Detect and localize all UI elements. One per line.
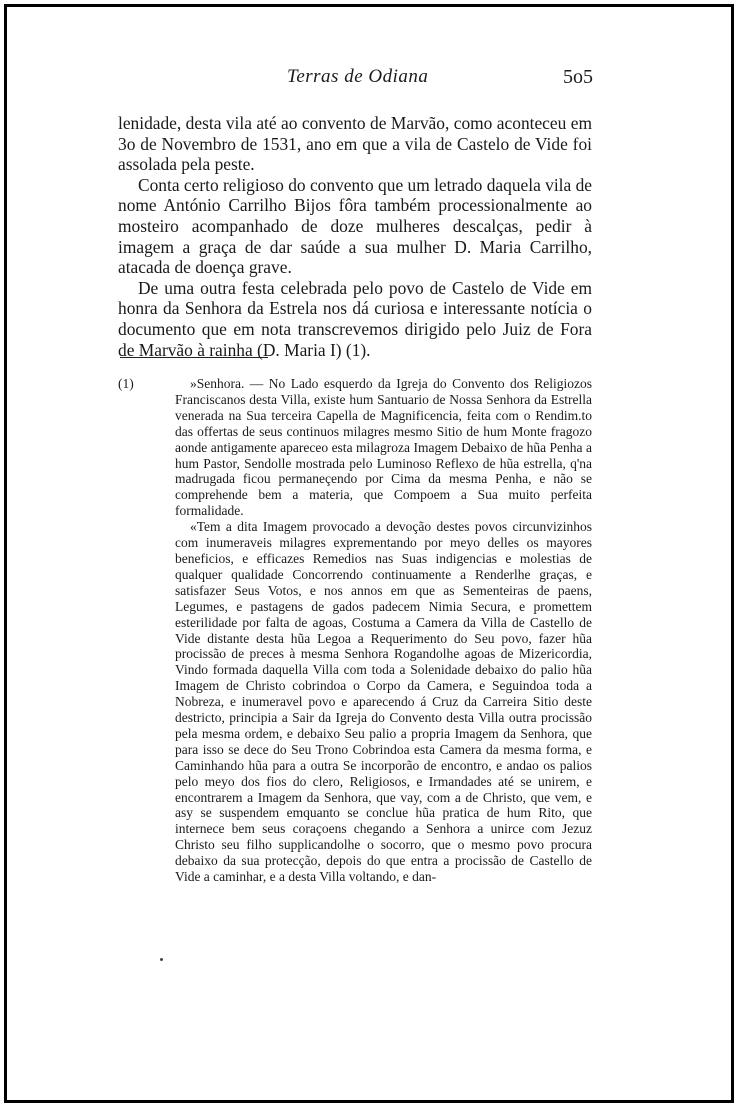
footnote bbox=[118, 376, 592, 885]
running-title: Terras de Odiana bbox=[287, 66, 429, 87]
running-head bbox=[0, 66, 735, 96]
footnote-divider bbox=[120, 357, 268, 358]
footnote-body bbox=[175, 376, 592, 885]
main-text bbox=[118, 113, 592, 360]
main-paragraph: lenidade, desta vila até ao convento de Marvão, como aconteceu em 3o de Novembro de 1531, ano em que a vila de Castelo de Vide foi assolada pela peste. bbox=[118, 113, 592, 175]
main-paragraph: Conta certo religioso do convento que um letrado daquela vila de nome António Carrilho Bijos fôra também processionalmente ao mosteiro acompanhado de doze mulheres descalças, pedir à imagem a graça de dar saúde a sua mulher D. Maria Carrilho, atacada de doença grave. bbox=[118, 174, 592, 278]
footnote-paragraph: »Senhora. — No Lado esquerdo da Igreja do Convento dos Religiozos Franciscanos desta Villa, existe hum Santuario de Nossa Senhora da Estrella venerada na Sua terceira Capella de Magnificencia, feita com o Rendim.to das offertas de seus continuos milagres mesmo Sitio de hum Monte fragozo aonde antigamente apareceo esta milagroza Imagem Debaixo de hũa Penha a hum Pastor, Sendolle mostrada pelo Luminoso Reflexo de hũa estrella, q'na madrugada ficou permaneçendo por Cima da mesma Penha, e não se comprehende bem a materia, que Compoem a Sua muito perfeita formalidade. bbox=[175, 376, 592, 519]
footnote-marker: (1) bbox=[118, 376, 134, 391]
ink-speck bbox=[160, 958, 163, 961]
footnote-paragraph: «Tem a dita Imagem provocado a devoção destes povos circunvizinhos com inumeraveis milagres exprementando por meyo delles os mayores beneficios, e efficazes Remedios nas Suas indigencias e molestias de qualquer qualidade Concorrendo continuamente a Renderlhe graças, e satisfazer Seus Votos, e nos annos em que as Sementeiras de paens, Legumes, e pastagens de gados padecem Nimia Secura, e promettem esterilidade por falta de agoas, Costuma a Camera da Villa de Castello de Vide distante desta hũa Legoa a Requerimento do Seu povo, fazer hũa procissão de preces à mesma Senhora Rogandolhe agoas de Mizericordia, Vindo formada daquella Villa com toda a Solenidade debaixo do palio hũa Imagem de Christo cobrindoa o Corpo da Camera, e Seguindoa toda a Nobreza, e inumeravel povo e aparecendo á Cruz da Carreira Sitio deste destricto, principia a Sair da Igreja do Convento desta Villa outra procissão pela mesma ordem, e debaixo Seu palio a propria Imagem da Senhora, que para isso se dece do Seu Trono Cobrindoa esta Camera da mesma forma, e Caminhando hũa para a outra Se incorporão de encontro, e andao os palios pelo meyo dos fios do clero, Religiosos, e Irmandades até se unirem, e encontrarem a Imagem da Senhora, que vay, com a de Christo, que vem, e asy se suspendem emquanto se conclue hũa pratica de hum Rito, que internece bem seus coraçoens chegando a Senhora a unirce com Jezuz Christo seu filho supplicandolhe o socorro, que o mesmo povo procura debaixo da sua protecção, depois do que entra a procissão de Castello de Vide a caminhar, e a desta Villa voltando, e dan- bbox=[175, 519, 592, 885]
page-number: 5o5 bbox=[563, 66, 593, 88]
main-paragraph: De uma outra festa celebrada pelo povo de Castelo de Vide em honra da Senhora da Estrela nos dá curiosa e interessante notícia o documento que em nota transcrevemos dirigido pelo Juiz de Fora de Marvão à rainha (D. Maria I) (1). bbox=[118, 277, 592, 360]
